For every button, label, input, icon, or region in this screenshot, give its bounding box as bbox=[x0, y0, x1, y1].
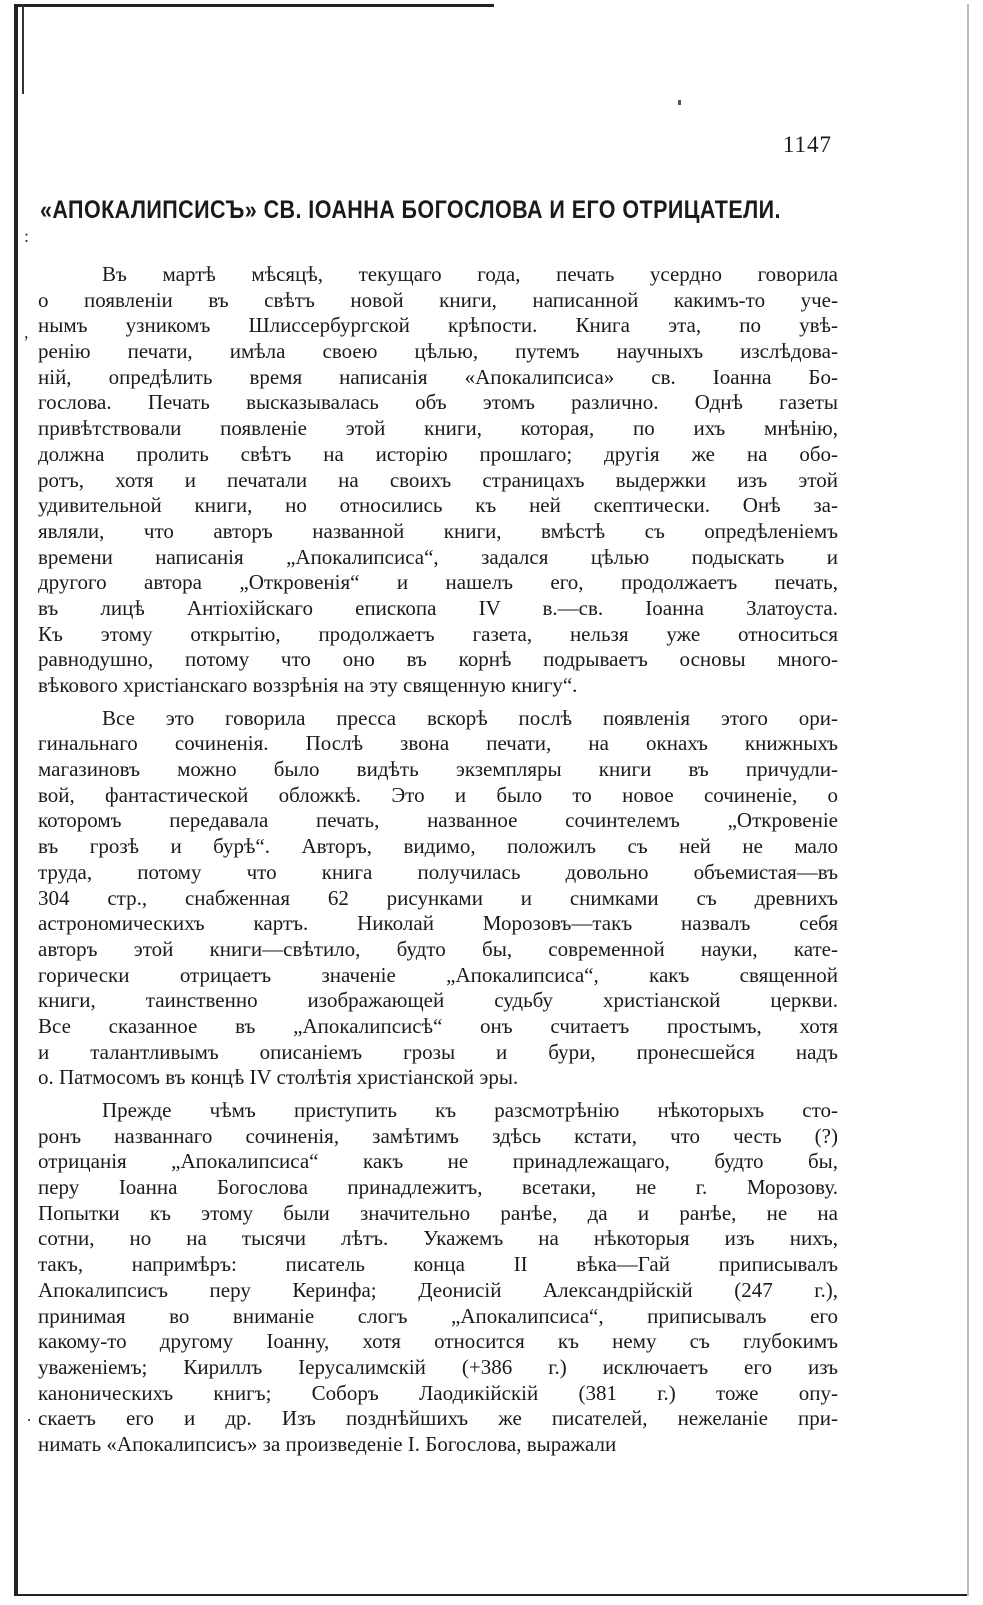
text-line: вѣкового христіанскаго воззрѣнія на эту священную книгу“. bbox=[38, 673, 578, 697]
scan-border-left-inner bbox=[22, 4, 24, 94]
text-line: такъ, напримѣръ: писатель конца II вѣка—Гай приписывалъ bbox=[38, 1252, 838, 1277]
margin-mark: , bbox=[24, 322, 29, 342]
text-line: ротъ, хотя и печатали на своихъ страницахъ выдержки изъ этой bbox=[38, 467, 838, 492]
text-line: о появленіи въ свѣтъ новой книги, написанной какимъ-то уче- bbox=[38, 287, 838, 312]
text-line: которомъ передавала печать, названное сочинтелемъ „Откровеніе bbox=[38, 808, 838, 833]
text-line: книги, таинственно изображающей судьбу христіанской церкви. bbox=[38, 988, 838, 1013]
text-line: о. Патмосомъ въ концѣ IV столѣтія христіанской эры. bbox=[38, 1065, 519, 1090]
text-line: въ грозѣ и бурѣ“. Авторъ, видимо, положилъ съ ней не мало bbox=[38, 834, 838, 859]
text-line: въ лицѣ Антіохійскаго епископа IV в.—св. Іоанна Златоуста. bbox=[38, 595, 838, 620]
text-line: равнодушно, потому что оно въ корнѣ подрываетъ основы много- bbox=[38, 647, 838, 672]
text-line: Прежде чѣмъ приступить къ разсмотрѣнію нѣкоторыхъ сто- bbox=[102, 1098, 838, 1122]
scan-speck bbox=[678, 100, 681, 105]
text-line: нымъ узникомъ Шлиссербургской крѣпости. Книга эта, по увѣ- bbox=[38, 313, 838, 338]
text-line: привѣтствовали появленіе этой книги, которая, по ихъ мнѣнію, bbox=[38, 416, 838, 441]
text-line: ронъ названнаго сочиненія, замѣтимъ здѣсь кстати, что честь (?) bbox=[38, 1123, 838, 1148]
text-line: нимать «Апокалипсисъ» за произведеніе I. Богослова, выражали bbox=[38, 1431, 617, 1456]
text-line: уваженіемъ; Кириллъ Іерусалимскій (+386 г.) исключаетъ его изъ bbox=[38, 1354, 838, 1379]
article-body bbox=[38, 262, 838, 1458]
text-line: гослова. Печать высказывалась объ этомъ различно. Однѣ газеты bbox=[38, 390, 838, 415]
text-line: являли, что авторъ названной книги, вмѣстѣ съ опредѣленіемъ bbox=[38, 518, 838, 543]
text-line: Въ мартѣ мѣсяцѣ, текущаго года, печать усердно говорила bbox=[102, 262, 838, 286]
scan-border-left bbox=[14, 4, 18, 1596]
article-title: «АПОКАЛИПСИСЪ» СВ. ІОАННА БОГОСЛОВА И ЕГО ОТРИЦАТЕЛИ. bbox=[40, 196, 781, 224]
text-line: Апокалипсисъ перу Керинфа; Деонисій Александрійскій (247 г.), bbox=[38, 1277, 838, 1302]
text-line: ній, опредѣлить время написанія «Апокалипсиса» св. Іоанна Бо- bbox=[38, 364, 838, 389]
text-line: и талантливымъ описаніемъ грозы и бури, пронесшейся надъ bbox=[38, 1039, 838, 1064]
paragraph bbox=[38, 706, 838, 1091]
text-line: Все это говорила пресса вскорѣ послѣ появленія этого ори- bbox=[102, 705, 838, 730]
scan-border-bottom bbox=[14, 1594, 969, 1596]
paragraph bbox=[38, 262, 838, 699]
text-line: другого автора „Откровенія“ и нашелъ его, продолжаетъ печать, bbox=[38, 570, 838, 595]
text-line: гинальнаго сочиненія. Послѣ звона печати, на окнахъ книжныхъ bbox=[38, 731, 838, 756]
text-line: отрицанія „Апокалипсиса“ какъ не принадлежащаго, будто бы, bbox=[38, 1149, 838, 1174]
page-number: 1147 bbox=[782, 132, 832, 157]
text-line: Все сказанное въ „Апокалипсисѣ“ онъ считаетъ простымъ, хотя bbox=[38, 1013, 838, 1038]
margin-mark: · bbox=[26, 1410, 32, 1430]
text-line: какому-то другому Іоанну, хотя относится къ нему съ глубокимъ bbox=[38, 1329, 838, 1354]
text-line: сотни, но на тысячи лѣтъ. Укажемъ на нѣкоторыя изъ нихъ, bbox=[38, 1226, 838, 1251]
text-line: труда, потому что книга получилась довольно объемистая—въ bbox=[38, 859, 838, 884]
text-line: авторъ этой книги—свѣтило, будто бы, современной науки, кате- bbox=[38, 936, 838, 961]
margin-mark: : bbox=[24, 226, 30, 246]
scan-border-top bbox=[14, 4, 494, 7]
text-line: перу Іоанна Богослова принадлежитъ, всетаки, не г. Морозову. bbox=[38, 1175, 838, 1200]
text-line: 304 стр., снабженная 62 рисунками и снимками съ древнихъ bbox=[38, 885, 838, 910]
text-line: времени написанія „Апокалипсиса“, задался цѣлью подыскать и bbox=[38, 544, 838, 569]
text-line: скаетъ его и др. Изъ позднѣйшихъ же писателей, нежеланіе при- bbox=[38, 1406, 838, 1431]
text-line: Попытки къ этому были значительно ранѣе, да и ранѣе, не на bbox=[38, 1200, 838, 1225]
text-line: Къ этому открытію, продолжаетъ газета, нельзя уже относиться bbox=[38, 621, 838, 646]
paragraph bbox=[38, 1098, 838, 1458]
text-line: должна пролить свѣтъ на исторію прошлаго; другія же на обо- bbox=[38, 441, 838, 466]
scan-border-right bbox=[967, 4, 969, 1596]
text-line: вой, фантастической обложкѣ. Это и было то новое сочиненіе, о bbox=[38, 782, 838, 807]
text-line: принимая во вниманіе слогъ „Апокалипсиса“, приписывалъ его bbox=[38, 1303, 838, 1328]
text-line: каноническихъ книгъ; Соборъ Лаодикійскій (381 г.) тоже опу- bbox=[38, 1380, 838, 1405]
text-line: астрономическихъ картъ. Николай Морозовъ—такъ назвалъ себя bbox=[38, 911, 838, 936]
text-line: магазиновъ можно было видѣть экземпляры книги въ причудли- bbox=[38, 757, 838, 782]
text-line: ренію печати, имѣла своею цѣлью, путемъ научныхъ изслѣдова- bbox=[38, 339, 838, 364]
text-line: горически отрицаетъ значеніе „Апокалипсиса“, какъ священной bbox=[38, 962, 838, 987]
text-line: удивительной книги, но относились къ ней скептически. Онѣ за- bbox=[38, 493, 838, 518]
